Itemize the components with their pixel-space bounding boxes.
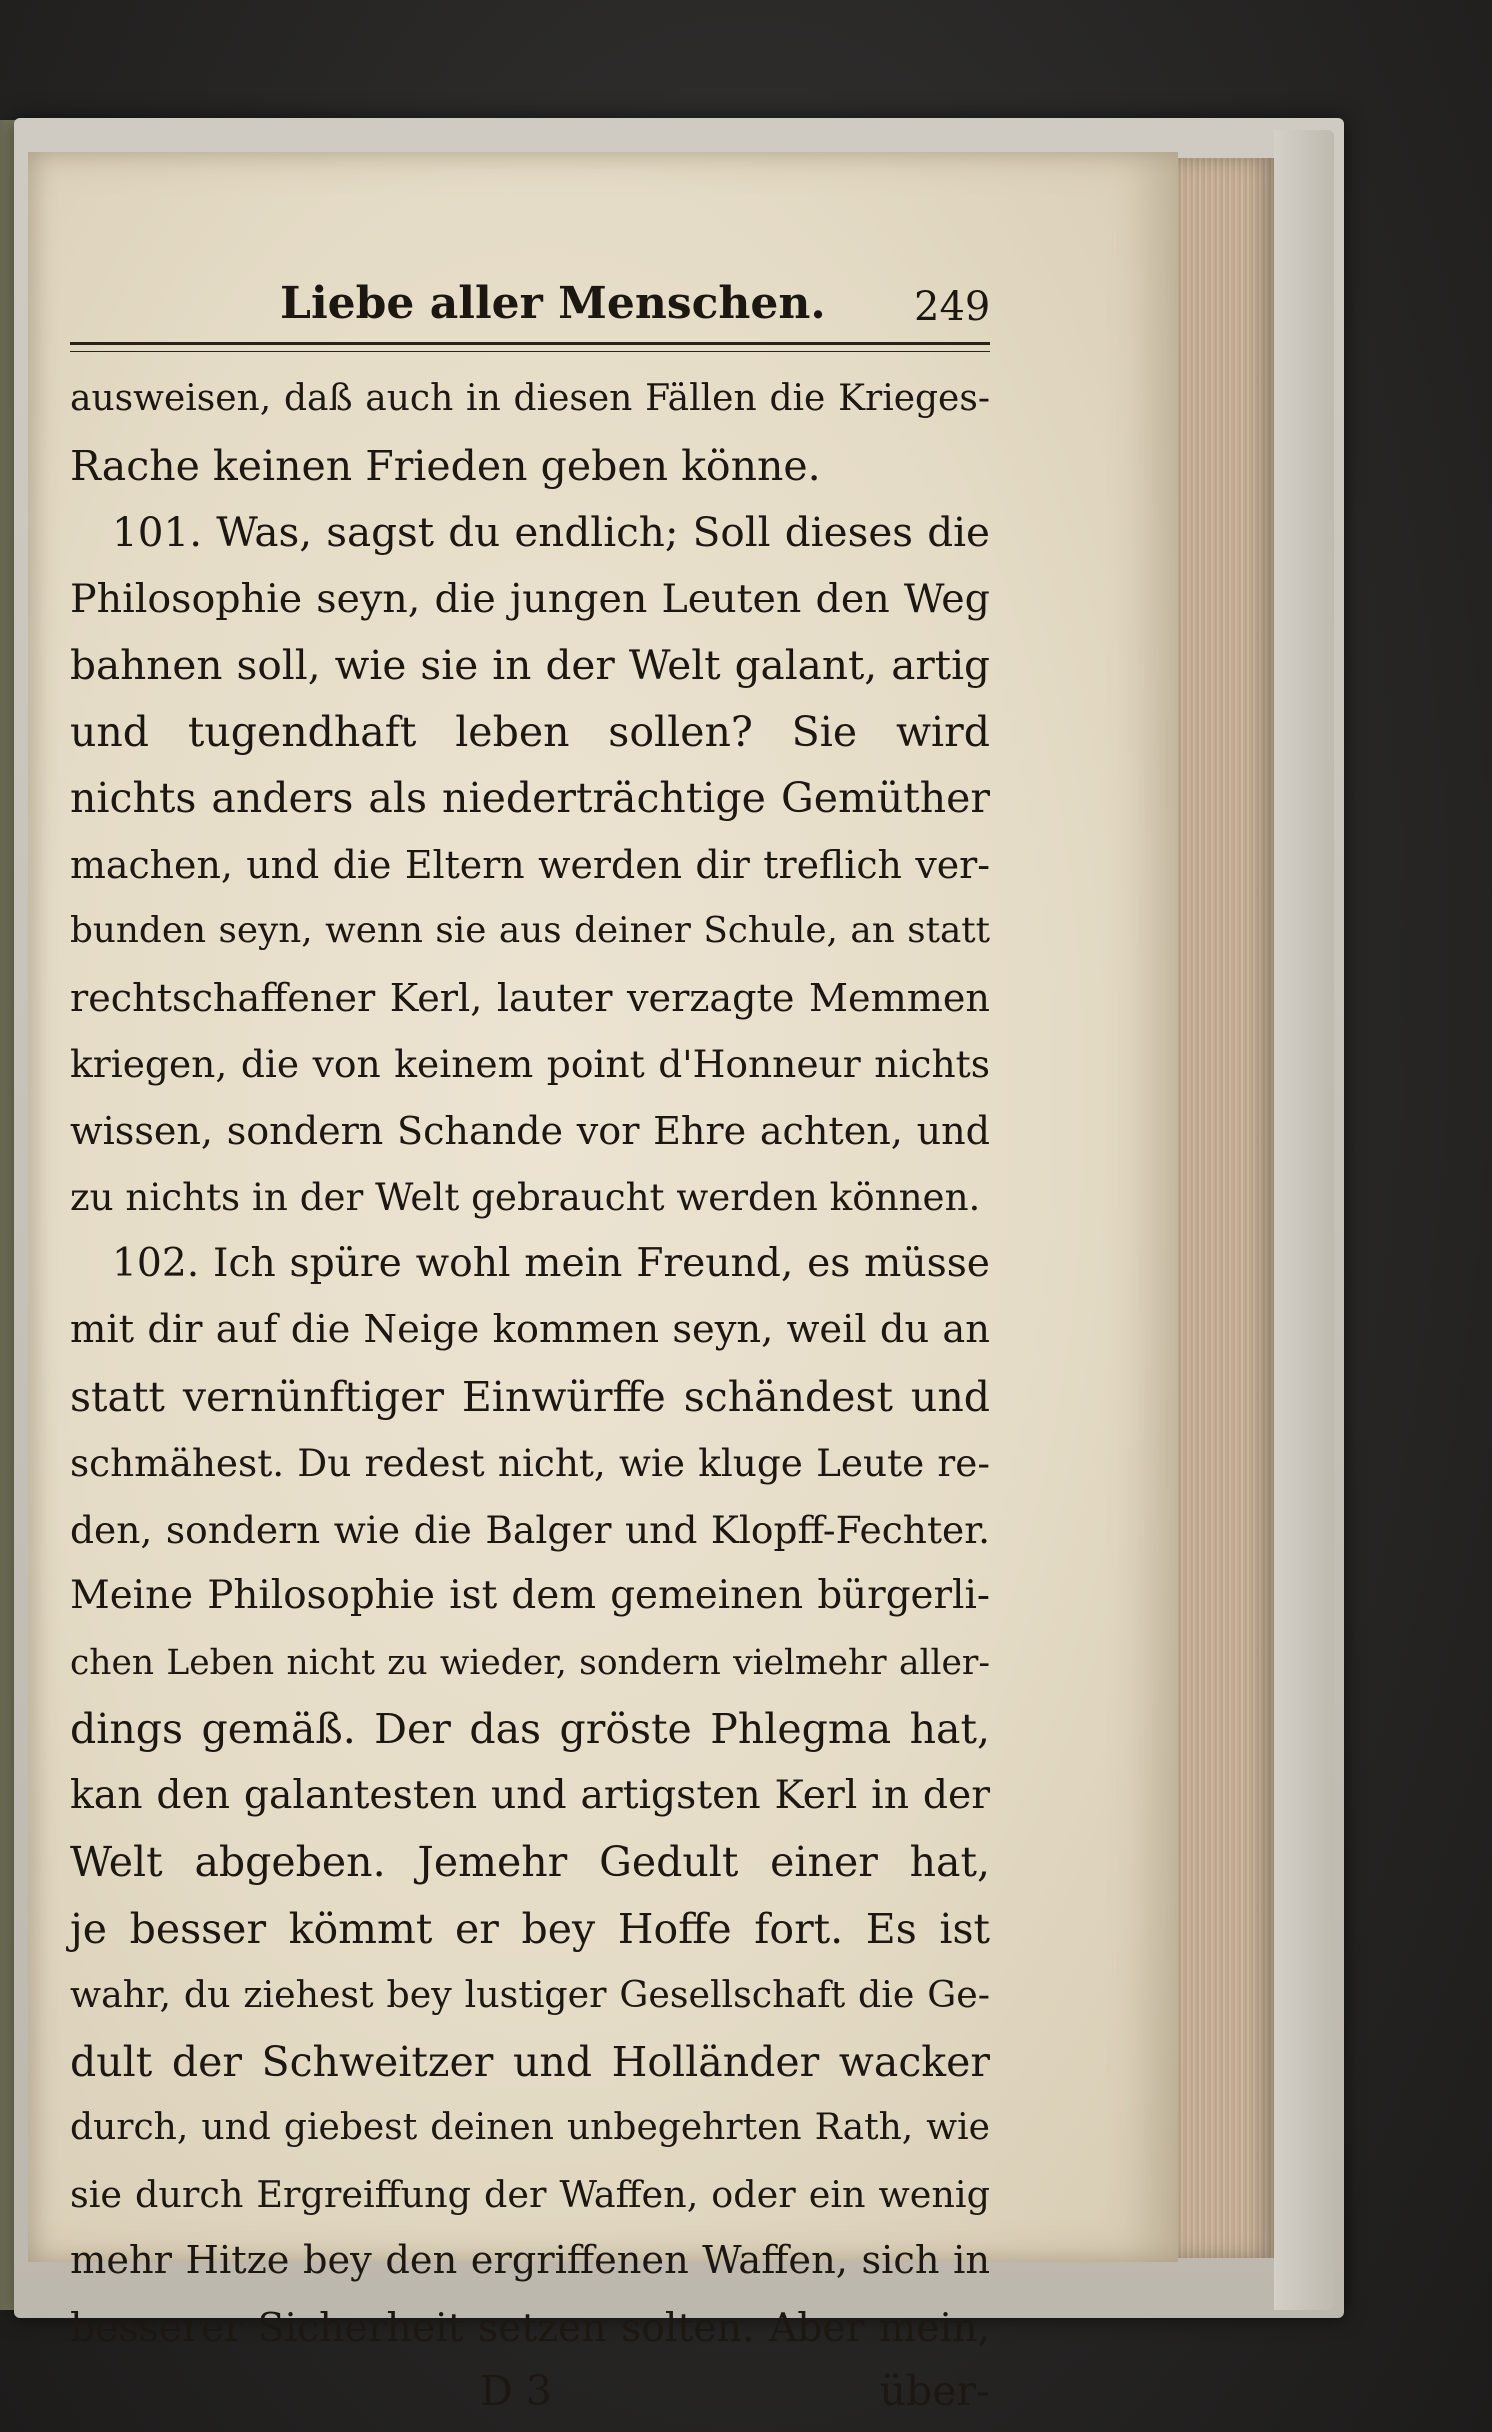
text-line: kan den galantesten und artigsten Kerl in der xyxy=(70,1772,990,1818)
text-line: mehr Hitze bey den ergriffenen Waffen, sich in xyxy=(70,2238,990,2283)
text-line: mit dir auf die Neige kommen seyn, weil du an xyxy=(70,1307,990,1352)
running-title: Liebe aller Menschen. xyxy=(280,278,826,329)
text-line: bunden seyn, wenn sie aus deiner Schule, an statt xyxy=(70,910,990,951)
text-line: Philosophie seyn, die jungen Leuten den Weg xyxy=(70,575,990,622)
text-line: je besser kömmt er bey Hoffe fort. Es ist xyxy=(70,1904,990,1953)
text-line: ausweisen, daß auch in diesen Fällen die Krieges- xyxy=(70,378,990,419)
running-head xyxy=(70,270,990,340)
page-footer xyxy=(70,2361,990,2427)
text-line: Rache keinen Frieden geben könne. xyxy=(70,441,821,490)
page-text-block xyxy=(70,270,990,2427)
text-line: chen Leben nicht zu wieder, sondern vielmehr aller- xyxy=(70,1642,990,1683)
page-edges xyxy=(1178,158,1274,2258)
catchword: über- xyxy=(879,2367,990,2415)
text-line: 102. Ich spüre wohl mein Freund, es müsse xyxy=(112,1240,990,1286)
text-line: 101. Was, sagst du endlich; Soll dieses die xyxy=(112,508,990,556)
signature-mark: D 3 xyxy=(480,2367,552,2415)
text-line: rechtschaffener Kerl, lauter verzagte Memmen xyxy=(70,975,990,1020)
text-line: wissen, sondern Schande vor Ehre achten, und xyxy=(70,1108,990,1153)
text-line: statt vernünftiger Einwürffe schändest und xyxy=(70,1372,990,1421)
body-text xyxy=(70,366,990,2361)
text-line: wahr, du ziehest bey lustiger Gesellschaft die Ge- xyxy=(70,1973,990,2016)
cover-edge xyxy=(1274,130,1334,2310)
header-rule xyxy=(70,342,990,352)
text-line: besserer Sicherheit setzen solten. Aber mein, xyxy=(70,2304,990,2351)
text-line: schmähest. Du redest nicht, wie kluge Leute re- xyxy=(70,1441,990,1485)
text-line: und tugendhaft leben sollen? Sie wird xyxy=(70,707,990,756)
text-line: den, sondern wie die Balger und Klopff-Fechter. xyxy=(70,1507,990,1552)
text-line: dult der Schweitzer und Holländer wacker xyxy=(70,2037,990,2086)
text-line: sie durch Ergreiffung der Waffen, oder ein wenig xyxy=(70,2172,990,2216)
text-line: Meine Philosophie ist dem gemeinen bürgerli- xyxy=(70,1573,990,1618)
text-line: kriegen, die von keinem point d'Honneur nichts xyxy=(70,1042,990,1086)
text-line: machen, und die Eltern werden dir treflich ver- xyxy=(70,842,990,887)
text-line: dings gemäß. Der das gröste Phlegma hat, xyxy=(70,1705,990,1753)
text-line: zu nichts in der Welt gebraucht werden können. xyxy=(70,1175,981,1219)
text-line: nichts anders als niederträchtige Gemüther xyxy=(70,774,990,822)
text-line: Welt abgeben. Jemehr Gedult einer hat, xyxy=(70,1838,990,1886)
text-line: durch, und giebest deinen unbegehrten Rath, wie xyxy=(70,2107,990,2148)
text-line: bahnen soll, wie sie in der Welt galant, artig xyxy=(70,641,990,689)
page-number: 249 xyxy=(914,284,991,330)
